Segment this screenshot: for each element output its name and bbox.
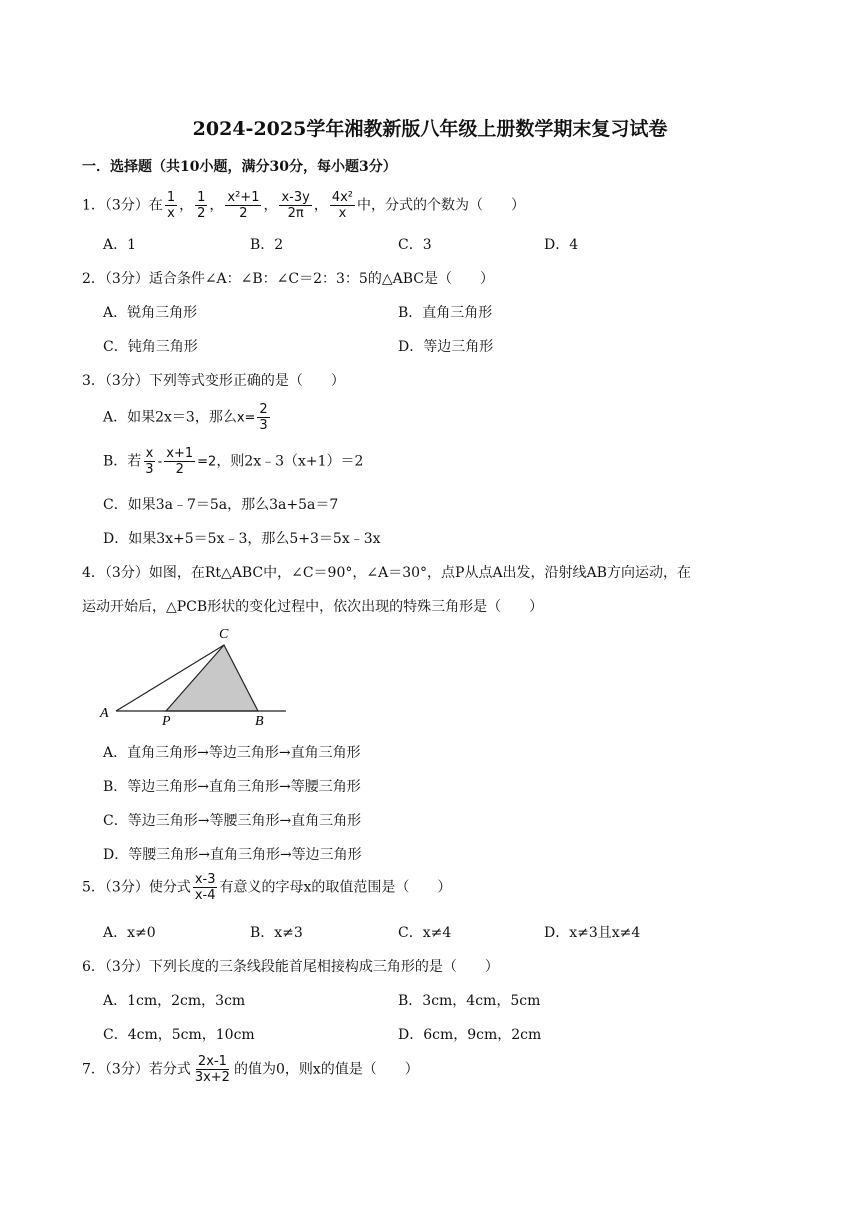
q5-option-d: D．x≠3且x≠4	[544, 925, 641, 941]
q1-fraction-2: $\frac{1}{2}$	[197, 190, 206, 221]
question-4-line-1: 4．（3分）如图，在Rt△ABC中，∠C＝90°，∠A＝30°，点P从点A出发，沿射线AB方向运动，在	[82, 565, 691, 581]
question-7: 7．（3分）若分式 $\frac{2x-1}{3x+2}$ 的值为0，则x的值是（ ）	[82, 1054, 419, 1085]
q3-option-d: D．如果3x+5＝5x﹣3，那么5+3＝5x﹣3x	[103, 531, 381, 547]
q1-fraction-4: $\frac{x-3y}{2\pi}$	[281, 190, 310, 221]
label-p: P	[162, 714, 171, 729]
q3-option-c: C．如果3a﹣7＝5a，那么3a+5a＝7	[103, 497, 339, 513]
q3-option-b: B．若 $\frac{x}{3}$ - $\frac{x+1}{2}$ =2，则2x﹣3（x+1）＝2	[103, 446, 364, 477]
question-4-line-2: 运动开始后，△PCB形状的变化过程中，依次出现的特殊三角形是（ ）	[82, 599, 544, 615]
q4-option-c: C．等边三角形→等腰三角形→直角三角形	[103, 813, 362, 829]
triangle-pcb	[166, 645, 258, 711]
q1-suffix: 中，分式的个数为（ ）	[357, 197, 526, 214]
q5-option-b: B．x≠3	[250, 925, 303, 941]
q6-option-d: D．6cm，9cm，2cm	[398, 1027, 542, 1043]
q2-option-b: B．直角三角形	[398, 305, 493, 321]
q5-option-a: A．x≠0	[103, 925, 156, 941]
q3-b-fraction-1: $\frac{x}{3}$	[145, 446, 154, 477]
q4-option-a: A．直角三角形→等边三角形→直角三角形	[103, 745, 361, 761]
q6-option-b: B．3cm，4cm，5cm	[398, 993, 541, 1009]
q1-option-b: B．2	[250, 237, 284, 253]
q3-a-fraction: $\frac{2}{3}$	[259, 402, 268, 433]
q3-option-a: A．如果2x＝3，那么x= $\frac{2}{3}$	[103, 402, 268, 433]
q7-fraction: $\frac{2x-1}{3x+2}$	[194, 1054, 230, 1085]
question-6: 6．（3分）下列长度的三条线段能首尾相接构成三角形的是（ ）	[82, 959, 499, 975]
q1-fraction-3: $\frac{\text{x²+1}}{2}$	[227, 190, 260, 221]
triangle-figure	[96, 622, 296, 732]
q2-option-c: C．钝角三角形	[103, 339, 198, 355]
q2-option-d: D．等边三角形	[398, 339, 494, 355]
label-a: A	[100, 706, 109, 721]
q4-option-b: B．等边三角形→直角三角形→等腰三角形	[103, 779, 361, 795]
q4-option-d: D．等腰三角形→直角三角形→等边三角形	[103, 847, 362, 863]
page-title: 2024-2025学年湘教新版八年级上册数学期末复习试卷	[192, 118, 668, 140]
q1-fraction-5: $\frac{\text{4x²}}{x}$	[331, 190, 354, 221]
q5-option-c: C．x≠4	[398, 925, 452, 941]
label-b: B	[255, 714, 264, 729]
section-heading: 一．选择题（共10小题，满分30分，每小题3分）	[82, 159, 397, 175]
question-1: 1．（3分）在 $\frac{1}{x}$ ， $\frac{1}{2}$ ， $\frac{\text{x²+1}}{2}$ ， $\frac{x-3y}{2\pi}$ ， $\frac{\text{4x²}}{x}$ 中，分式的个数为（ ）	[82, 190, 526, 221]
q6-option-c: C．4cm，5cm，10cm	[103, 1027, 255, 1043]
q6-option-a: A．1cm，2cm，3cm	[103, 993, 246, 1009]
q1-option-c: C．3	[398, 237, 432, 253]
question-5: 5．（3分）使分式 $\frac{x-3}{x-4}$ 有意义的字母x的取值范围是（ ）	[82, 872, 452, 903]
q3-b-fraction-2: $\frac{x+1}{2}$	[166, 446, 194, 477]
q1-fraction-1: $\frac{1}{x}$	[166, 190, 176, 221]
question-2: 2．（3分）适合条件∠A：∠B：∠C＝2：3：5的△ABC是（ ）	[82, 271, 494, 287]
label-c: C	[219, 627, 229, 642]
q1-option-a: A．1	[103, 237, 137, 253]
q1-option-d: D．4	[544, 237, 579, 253]
q1-prefix: 1．（3分）在	[82, 197, 163, 214]
q5-fraction: $\frac{x-3}{x-4}$	[194, 872, 216, 903]
question-3: 3．（3分）下列等式变形正确的是（ ）	[82, 373, 345, 389]
q2-option-a: A．锐角三角形	[103, 305, 198, 321]
